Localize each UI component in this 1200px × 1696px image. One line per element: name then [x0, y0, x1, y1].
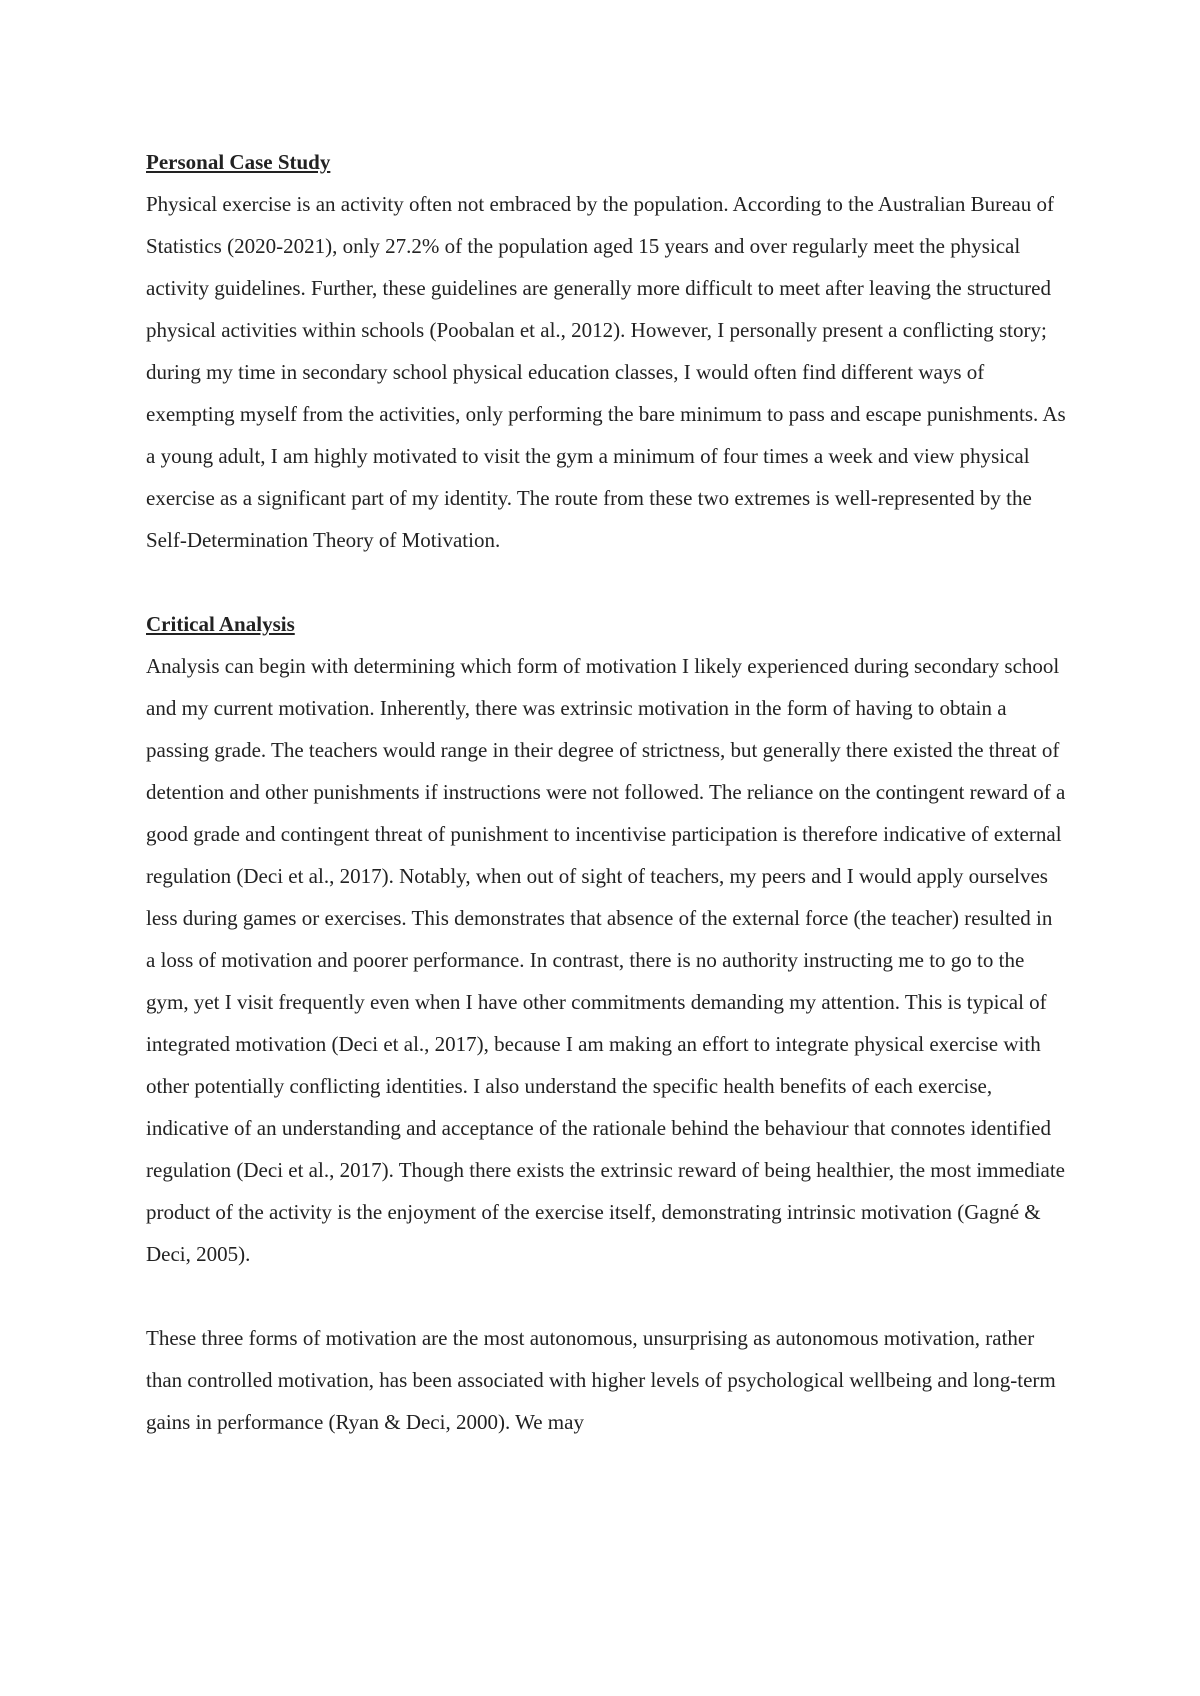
paragraph-spacer — [146, 1275, 1066, 1317]
document-body — [146, 141, 1066, 1443]
paragraph-spacer — [146, 561, 1066, 603]
paragraph: Analysis can begin with determining which form of motivation I likely experienced during secondary school and my current motivation. Inherently, there was extrinsic motivation in the form of having to obtain a passing grade. The teachers would range in their degree of strictness, but generally there existed the threat of detention and other punishments if instructions were not followed. The reliance on the contingent reward of a good grade and contingent threat of punishment to incentivise participation is therefore indicative of external regulation (Deci et al., 2017). Notably, when out of sight of teachers, my peers and I would apply ourselves less during games or exercises. This demonstrates that absence of the external force (the teacher) resulted in a loss of motivation and poorer performance. In contrast, there is no authority instructing me to go to the gym, yet I visit frequently even when I have other commitments demanding my attention. This is typical of integrated motivation (Deci et al., 2017), because I am making an effort to integrate physical exercise with other potentially conflicting identities. I also understand the specific health benefits of each exercise, indicative of an understanding and acceptance of the rationale behind the behaviour that connotes identified regulation (Deci et al., 2017). Though there exists the extrinsic reward of being healthier, the most immediate product of the activity is the enjoyment of the exercise itself, demonstrating intrinsic motivation (Gagné & Deci, 2005). — [146, 654, 1066, 1266]
paragraph: Physical exercise is an activity often not embraced by the population. According to the Australian Bureau of Statistics (2020-2021), only 27.2% of the population aged 15 years and over regularly meet the physical activity guidelines. Further, these guidelines are generally more difficult to meet after leaving the structured physical activities within schools (Poobalan et al., 2012). However, I personally present a conflicting story; during my time in secondary school physical education classes, I would often find different ways of exempting myself from the activities, only performing the bare minimum to pass and escape punishments. As a young adult, I am highly motivated to visit the gym a minimum of four times a week and view physical exercise as a significant part of my identity. The route from these two extremes is well-represented by the Self-Determination Theory of Motivation. — [146, 192, 1066, 552]
section-heading-critical-analysis: Critical Analysis — [146, 612, 295, 636]
paragraph: These three forms of motivation are the most autonomous, unsurprising as autonomous motivation, rather than controlled motivation, has been associated with higher levels of psychological wellbeing and long-term gains in performance (Ryan & Deci, 2000). We may — [146, 1326, 1056, 1434]
section-heading-personal-case-study: Personal Case Study — [146, 150, 331, 174]
